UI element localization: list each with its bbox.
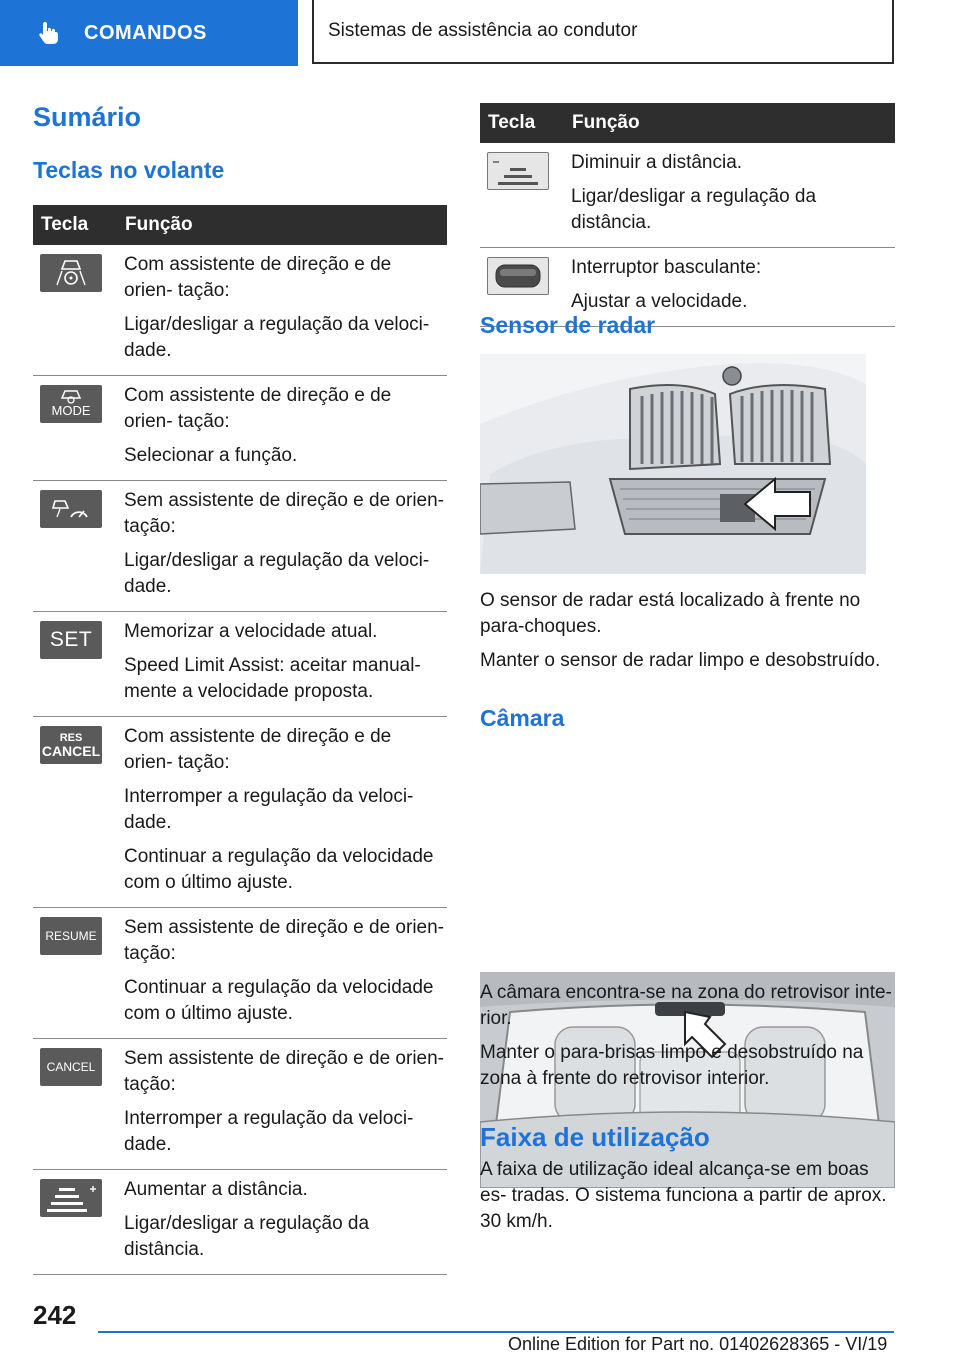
function-text: Com assistente de direção e de orien- tação: bbox=[124, 254, 392, 301]
function-text: Interromper a regulação da veloci- dade. bbox=[124, 1108, 414, 1155]
function-text: Aumentar a distância. bbox=[124, 1179, 308, 1200]
camera-paragraph-2: Manter o para-brisas limpo e desobstruído na zona à frente do retrovisor interior. bbox=[480, 1042, 864, 1089]
function-text: Speed Limit Assist: aceitar manual- mente a velocidade proposta. bbox=[124, 655, 421, 702]
table-row bbox=[33, 908, 447, 1039]
function-text: Interromper a regulação da veloci- dade. bbox=[124, 786, 414, 833]
col-header-function: Função bbox=[564, 103, 895, 143]
subtitle-steering-keys: Teclas no volante bbox=[33, 157, 225, 183]
function-text: Diminuir a distância. bbox=[571, 152, 743, 173]
chapter-label: COMANDOS bbox=[84, 21, 207, 44]
function-text: Ligar/desligar a regulação da veloci- dade. bbox=[124, 550, 430, 597]
footer-divider bbox=[98, 1331, 894, 1333]
mode-key-icon bbox=[40, 385, 102, 423]
camera-title: Câmara bbox=[480, 705, 565, 731]
page-title: Sumário bbox=[33, 102, 142, 132]
radar-paragraph-2: Manter o sensor de radar limpo e desobstruído. bbox=[480, 650, 881, 671]
range-section bbox=[480, 1122, 895, 1243]
radar-section bbox=[480, 312, 895, 339]
set-key-label: SET bbox=[49, 628, 93, 651]
resume-key-icon bbox=[40, 917, 102, 955]
function-text: Ligar/desligar a regulação da distância. bbox=[124, 1213, 370, 1260]
distance-keys-table bbox=[480, 103, 895, 327]
page-header bbox=[0, 0, 960, 66]
range-paragraph-1: A faixa de utilização ideal alcança-se em boas es- tradas. O sistema funciona a partir de aprox. 30 km/h. bbox=[480, 1159, 887, 1232]
function-text: Sem assistente de direção e de orien- tação: bbox=[124, 490, 445, 537]
cancel-key-icon bbox=[40, 1048, 102, 1086]
function-text: Ligar/desligar a regulação da distância. bbox=[571, 186, 817, 233]
col-header-function: Função bbox=[117, 205, 447, 245]
res-key-label: RES bbox=[59, 732, 83, 744]
section-title: Sistemas de assistência ao condutor bbox=[328, 20, 638, 41]
camera-section bbox=[480, 705, 895, 732]
cruise-control-icon bbox=[40, 490, 102, 528]
function-text: Ligar/desligar a regulação da veloci- dade. bbox=[124, 314, 430, 361]
table-row bbox=[33, 481, 447, 612]
function-text: Com assistente de direção e de orien- tação: bbox=[124, 385, 392, 432]
col-header-key: Tecla bbox=[480, 103, 564, 143]
radar-text bbox=[480, 588, 895, 682]
function-text: Sem assistente de direção e de orien- tação: bbox=[124, 917, 445, 964]
right-table-wrap bbox=[480, 103, 895, 327]
function-text: Memorizar a velocidade atual. bbox=[124, 621, 378, 642]
cancel-key-label: CANCEL bbox=[46, 1060, 96, 1074]
function-text: Interruptor basculante: bbox=[571, 257, 762, 278]
function-text: Continuar a regulação da velocidade com o último ajuste. bbox=[124, 977, 434, 1024]
set-key-icon bbox=[40, 621, 102, 659]
resume-key-label: RESUME bbox=[45, 929, 97, 943]
table-row bbox=[33, 376, 447, 481]
table-header-row bbox=[480, 103, 895, 143]
distance-decrease-icon bbox=[487, 152, 549, 190]
function-text: Com assistente de direção e de orien- tação: bbox=[124, 726, 392, 773]
car-front-image bbox=[480, 354, 866, 574]
rocker-switch-icon bbox=[487, 257, 549, 295]
cancel-key-label: CANCEL bbox=[41, 743, 101, 759]
page-number: 242 bbox=[33, 1300, 77, 1330]
steering-keys-table bbox=[33, 205, 447, 1275]
distance-increase-icon bbox=[40, 1179, 102, 1217]
table-header-row bbox=[33, 205, 447, 245]
function-text: Ajustar a velocidade. bbox=[571, 291, 748, 312]
radar-figure bbox=[480, 354, 866, 574]
chapter-tab[interactable] bbox=[0, 0, 298, 66]
table-row bbox=[33, 1039, 447, 1170]
table-row bbox=[33, 717, 447, 908]
steering-assist-icon bbox=[40, 254, 102, 292]
camera-text bbox=[480, 980, 895, 1100]
table-row bbox=[480, 143, 895, 248]
radar-title: Sensor de radar bbox=[480, 312, 656, 338]
range-title: Faixa de utilização bbox=[480, 1122, 710, 1152]
table-row bbox=[33, 612, 447, 717]
table-row bbox=[33, 245, 447, 376]
left-table-wrap bbox=[33, 205, 447, 1275]
mode-key-label: MODE bbox=[51, 403, 91, 418]
res-cancel-key-icon bbox=[40, 726, 102, 764]
table-row bbox=[33, 1170, 447, 1275]
function-text: Selecionar a função. bbox=[124, 445, 298, 466]
hand-pointer-icon bbox=[36, 20, 62, 46]
footer-edition: Online Edition for Part no. 01402628365 - VI/19 bbox=[508, 1334, 888, 1354]
function-text: Sem assistente de direção e de orien- tação: bbox=[124, 1048, 445, 1095]
section-title-box bbox=[312, 0, 894, 64]
radar-paragraph-1: O sensor de radar está localizado à frente no para-choques. bbox=[480, 590, 861, 637]
col-header-key: Tecla bbox=[33, 205, 117, 245]
camera-paragraph-1: A câmara encontra-se na zona do retrovisor inte- rior. bbox=[480, 982, 892, 1029]
function-text: Continuar a regulação da velocidade com o último ajuste. bbox=[124, 846, 434, 893]
